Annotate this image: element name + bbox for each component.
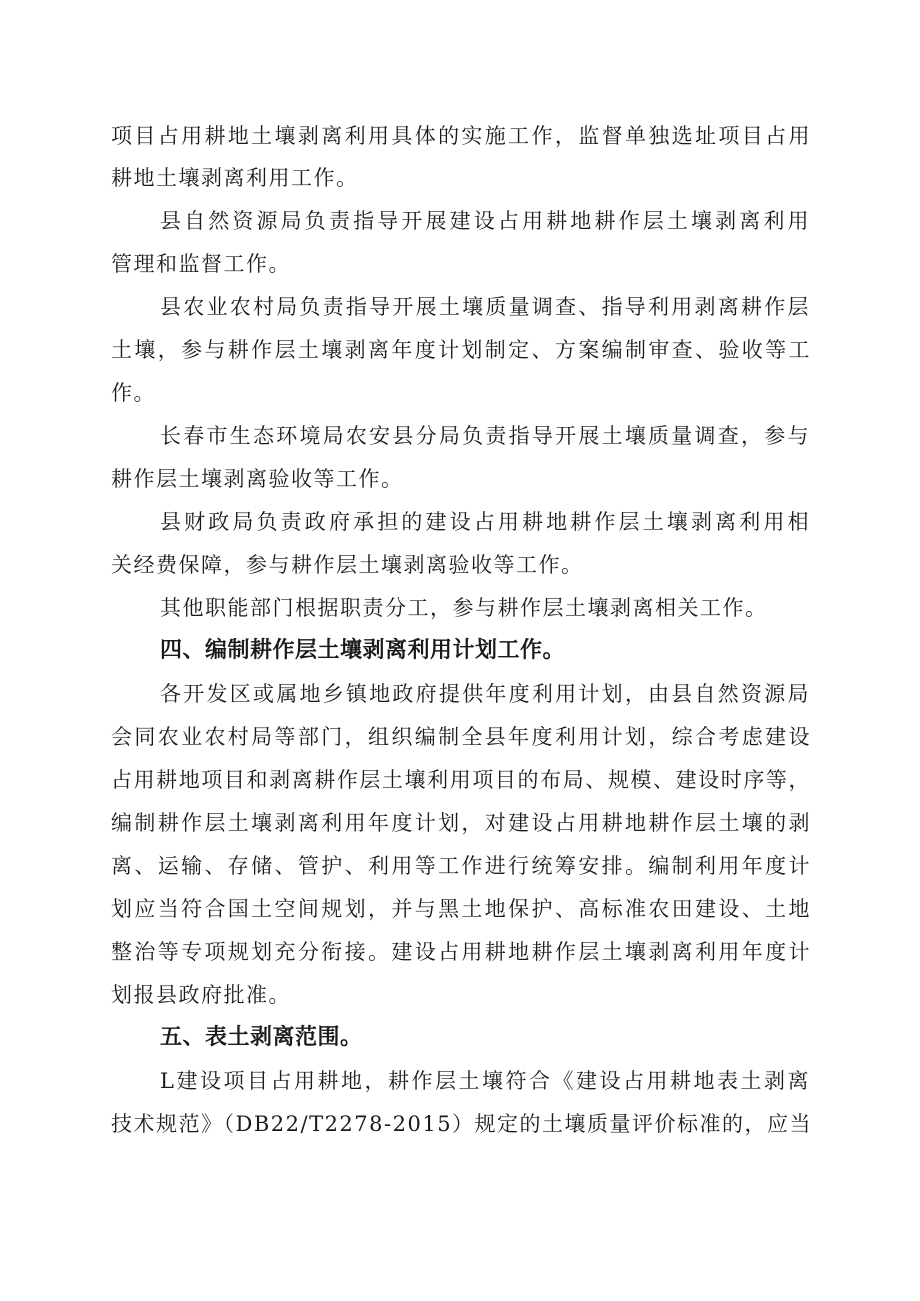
section-heading: 五、表土剥离范围。 [160,1025,363,1050]
paragraph-line: L建设项目占用耕地，耕作层土壤符合《建设占用耕地表土剥离 [160,1069,810,1093]
section-heading: 四、编制耕作层土壤剥离利用计划工作。 [160,638,566,663]
paragraph-line: 会同农业农村局等部门，组织编制全县年度利用计划，综合考虑建设 [111,725,811,749]
paragraph-line: 关经费保障，参与耕作层土壤剥离验收等工作。 [111,553,584,577]
paragraph-line: 作。 [111,381,156,405]
paragraph-line: 其他职能部门根据职责分工，参与耕作层土壤剥离相关工作。 [160,596,768,620]
paragraph-line: 离、运输、存储、管护、利用等工作进行统筹安排。编制利用年度计 [111,854,811,878]
paragraph-line: 编制耕作层土壤剥离利用年度计划，对建设占用耕地耕作层土壤的剥 [111,811,811,835]
paragraph-line: 划报县政府批准。 [111,983,291,1007]
paragraph-line: 各开发区或属地乡镇地政府提供年度利用计划，由县自然资源局 [160,682,810,706]
paragraph-line: 长春市生态环境局农安县分局负责指导开展土壤质量调查，参与 [160,424,810,448]
paragraph-line: 县农业农村局负责指导开展土壤质量调查、指导利用剥离耕作层 [160,295,810,319]
paragraph-line: 划应当符合国土空间规划，并与黑土地保护、高标准农田建设、土地 [111,897,811,921]
paragraph-line: 整治等专项规划充分衔接。建设占用耕地耕作层土壤剥离利用年度计 [111,940,811,964]
paragraph-line: 县财政局负责政府承担的建设占用耕地耕作层土壤剥离利用相 [160,510,810,534]
paragraph-line: 县自然资源局负责指导开展建设占用耕地耕作层土壤剥离利用 [160,209,810,233]
paragraph-line: 技术规范》（DB22/T2278-2015）规定的土壤质量评价标准的，应当 [111,1112,813,1136]
paragraph-line: 项目占用耕地土壤剥离利用具体的实施工作，监督单独选址项目占用 [111,124,811,148]
paragraph-line: 占用耕地项目和剥离耕作层土壤利用项目的布局、规模、建设时序等， [111,768,811,792]
paragraph-line: 耕作层土壤剥离验收等工作。 [111,467,404,491]
paragraph-line: 土壤，参与耕作层土壤剥离年度计划制定、方案编制审查、验收等工 [111,338,811,362]
paragraph-line: 管理和监督工作。 [111,252,291,276]
paragraph-line: 耕地土壤剥离利用工作。 [111,166,359,190]
